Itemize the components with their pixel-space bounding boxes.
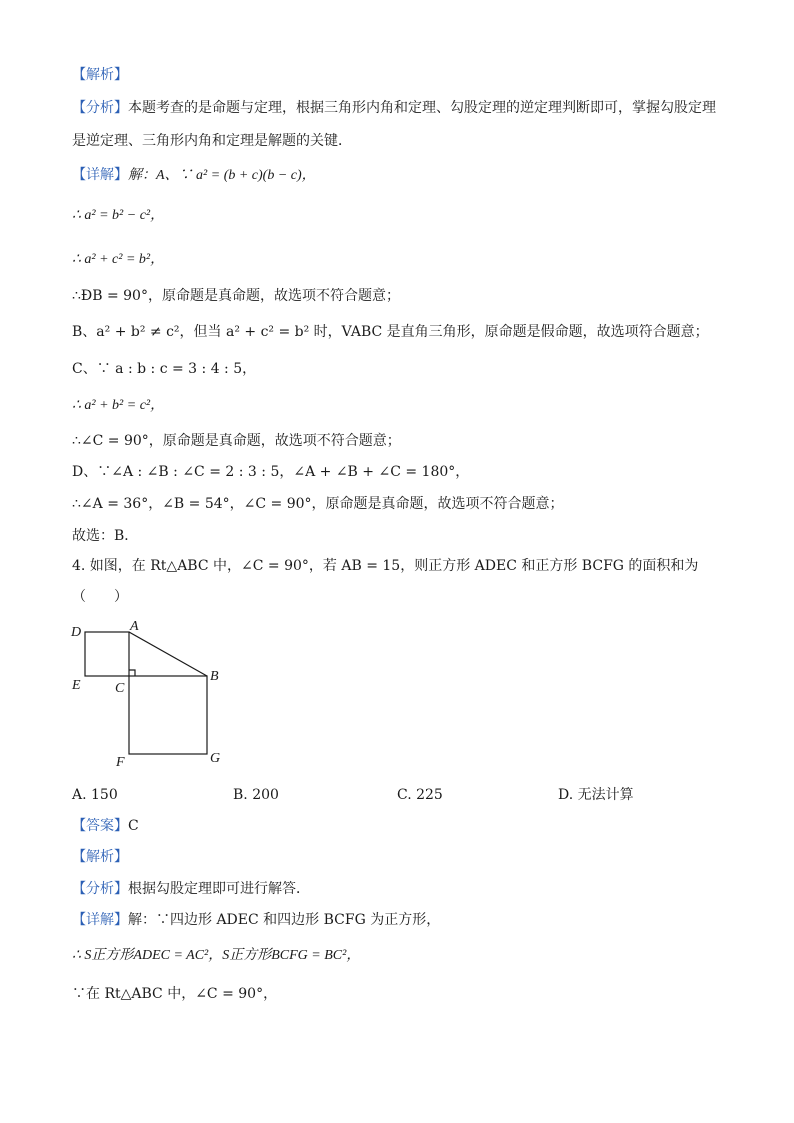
hypotenuse-ab	[129, 632, 207, 676]
tag: 【详解】	[72, 167, 128, 183]
line-text: D、∵∠A : ∠B : ∠C = 2 : 3 : 5，∠A + ∠B + ∠C = 180°，	[72, 464, 470, 480]
geometry-figure	[68, 618, 238, 773]
line-text: ∴ a² + b² = c²，	[72, 398, 165, 413]
line-step-3	[72, 287, 400, 305]
tag: 【详解】	[72, 912, 128, 928]
label-a: A	[130, 619, 139, 634]
right-angle-mark	[129, 670, 135, 676]
line-step-1	[72, 206, 164, 225]
option-d: D. 无法计算	[558, 787, 634, 803]
line-step-6	[72, 495, 564, 513]
line-text: 本题考查的是命题与定理，根据三角形内角和定理、勾股定理的逆定理判断即可，掌握勾股定理	[128, 100, 716, 116]
tag: 【解析】	[72, 67, 128, 83]
option-a: A. 150	[72, 787, 118, 803]
line-text: （ ）	[72, 589, 128, 605]
question-4	[72, 557, 698, 575]
square-bcfg	[129, 676, 207, 754]
label-f: F	[116, 755, 125, 770]
line-step-4	[72, 396, 164, 415]
square-adec	[85, 632, 129, 676]
option-c: C. 225	[397, 787, 443, 803]
option-b: B. 200	[233, 787, 279, 803]
label-g: G	[210, 751, 221, 766]
question-4-blank	[72, 588, 128, 606]
analysis-line-2	[72, 880, 310, 898]
line-text: 解：A、∵ a² = (b + c)(b − c)，	[128, 168, 316, 183]
detail-line-2	[72, 911, 440, 929]
line-text: ∴∠C = 90°，原命题是真命题，故选项不符合题意；	[72, 433, 401, 449]
label-e: E	[72, 678, 81, 693]
line-text: ∴ S正方形ADEC = AC²，S正方形BCFG = BC²，	[72, 948, 361, 963]
area-line	[72, 946, 360, 965]
line-analysis-heading	[72, 66, 128, 84]
line-text: 根据勾股定理即可进行解答．	[128, 881, 310, 897]
tag: 【分析】	[72, 100, 128, 116]
analysis-heading-2	[72, 848, 128, 866]
line-text: ∴ÐB = 90°，原命题是真命题，故选项不符合题意；	[72, 288, 400, 304]
line-text: B、a² + b² ≠ c²，但当 a² + c² = b² 时，VABC 是直角三角形，原命题是假命题，故选项符合题意；	[72, 324, 709, 340]
line-text: C、∵ a : b : c = 3 : 4 : 5，	[72, 361, 257, 377]
line-text: 是逆定理、三角形内角和定理是解题的关键．	[72, 133, 352, 149]
tag: 【解析】	[72, 849, 128, 865]
line-step-2	[72, 250, 164, 269]
line-text: ∴∠A = 36°，∠B = 54°，∠C = 90°，原命题是真命题，故选项不符合题意；	[72, 496, 564, 512]
line-text: ∴ a² = b² − c²，	[72, 208, 165, 223]
tag: 【分析】	[72, 881, 128, 897]
line-analysis-cont	[72, 132, 352, 150]
line-option-b	[72, 323, 709, 341]
label-c: C	[115, 681, 125, 696]
line-analysis	[72, 99, 716, 117]
tag: 【答案】	[72, 818, 128, 834]
answer-line	[72, 817, 139, 835]
right-triangle-line	[72, 985, 277, 1003]
line-text: 4. 如图，在 Rt△ABC 中，∠C = 90°，若 AB = 15，则正方形 ADEC 和正方形 BCFG 的面积和为	[72, 558, 699, 574]
label-b: B	[210, 669, 219, 684]
line-text: C	[128, 818, 139, 834]
line-choice	[72, 527, 138, 545]
line-option-d	[72, 463, 469, 481]
line-detail	[72, 166, 316, 185]
line-text: ∴ a² + c² = b²，	[72, 252, 165, 267]
line-text: 解：∵四边形 ADEC 和四边形 BCFG 为正方形，	[128, 912, 441, 928]
line-option-c	[72, 360, 256, 378]
line-step-5	[72, 432, 401, 450]
line-text: 故选：B．	[72, 528, 139, 544]
label-d: D	[71, 625, 82, 640]
line-text: ∵在 Rt△ABC 中，∠C = 90°，	[72, 986, 278, 1002]
